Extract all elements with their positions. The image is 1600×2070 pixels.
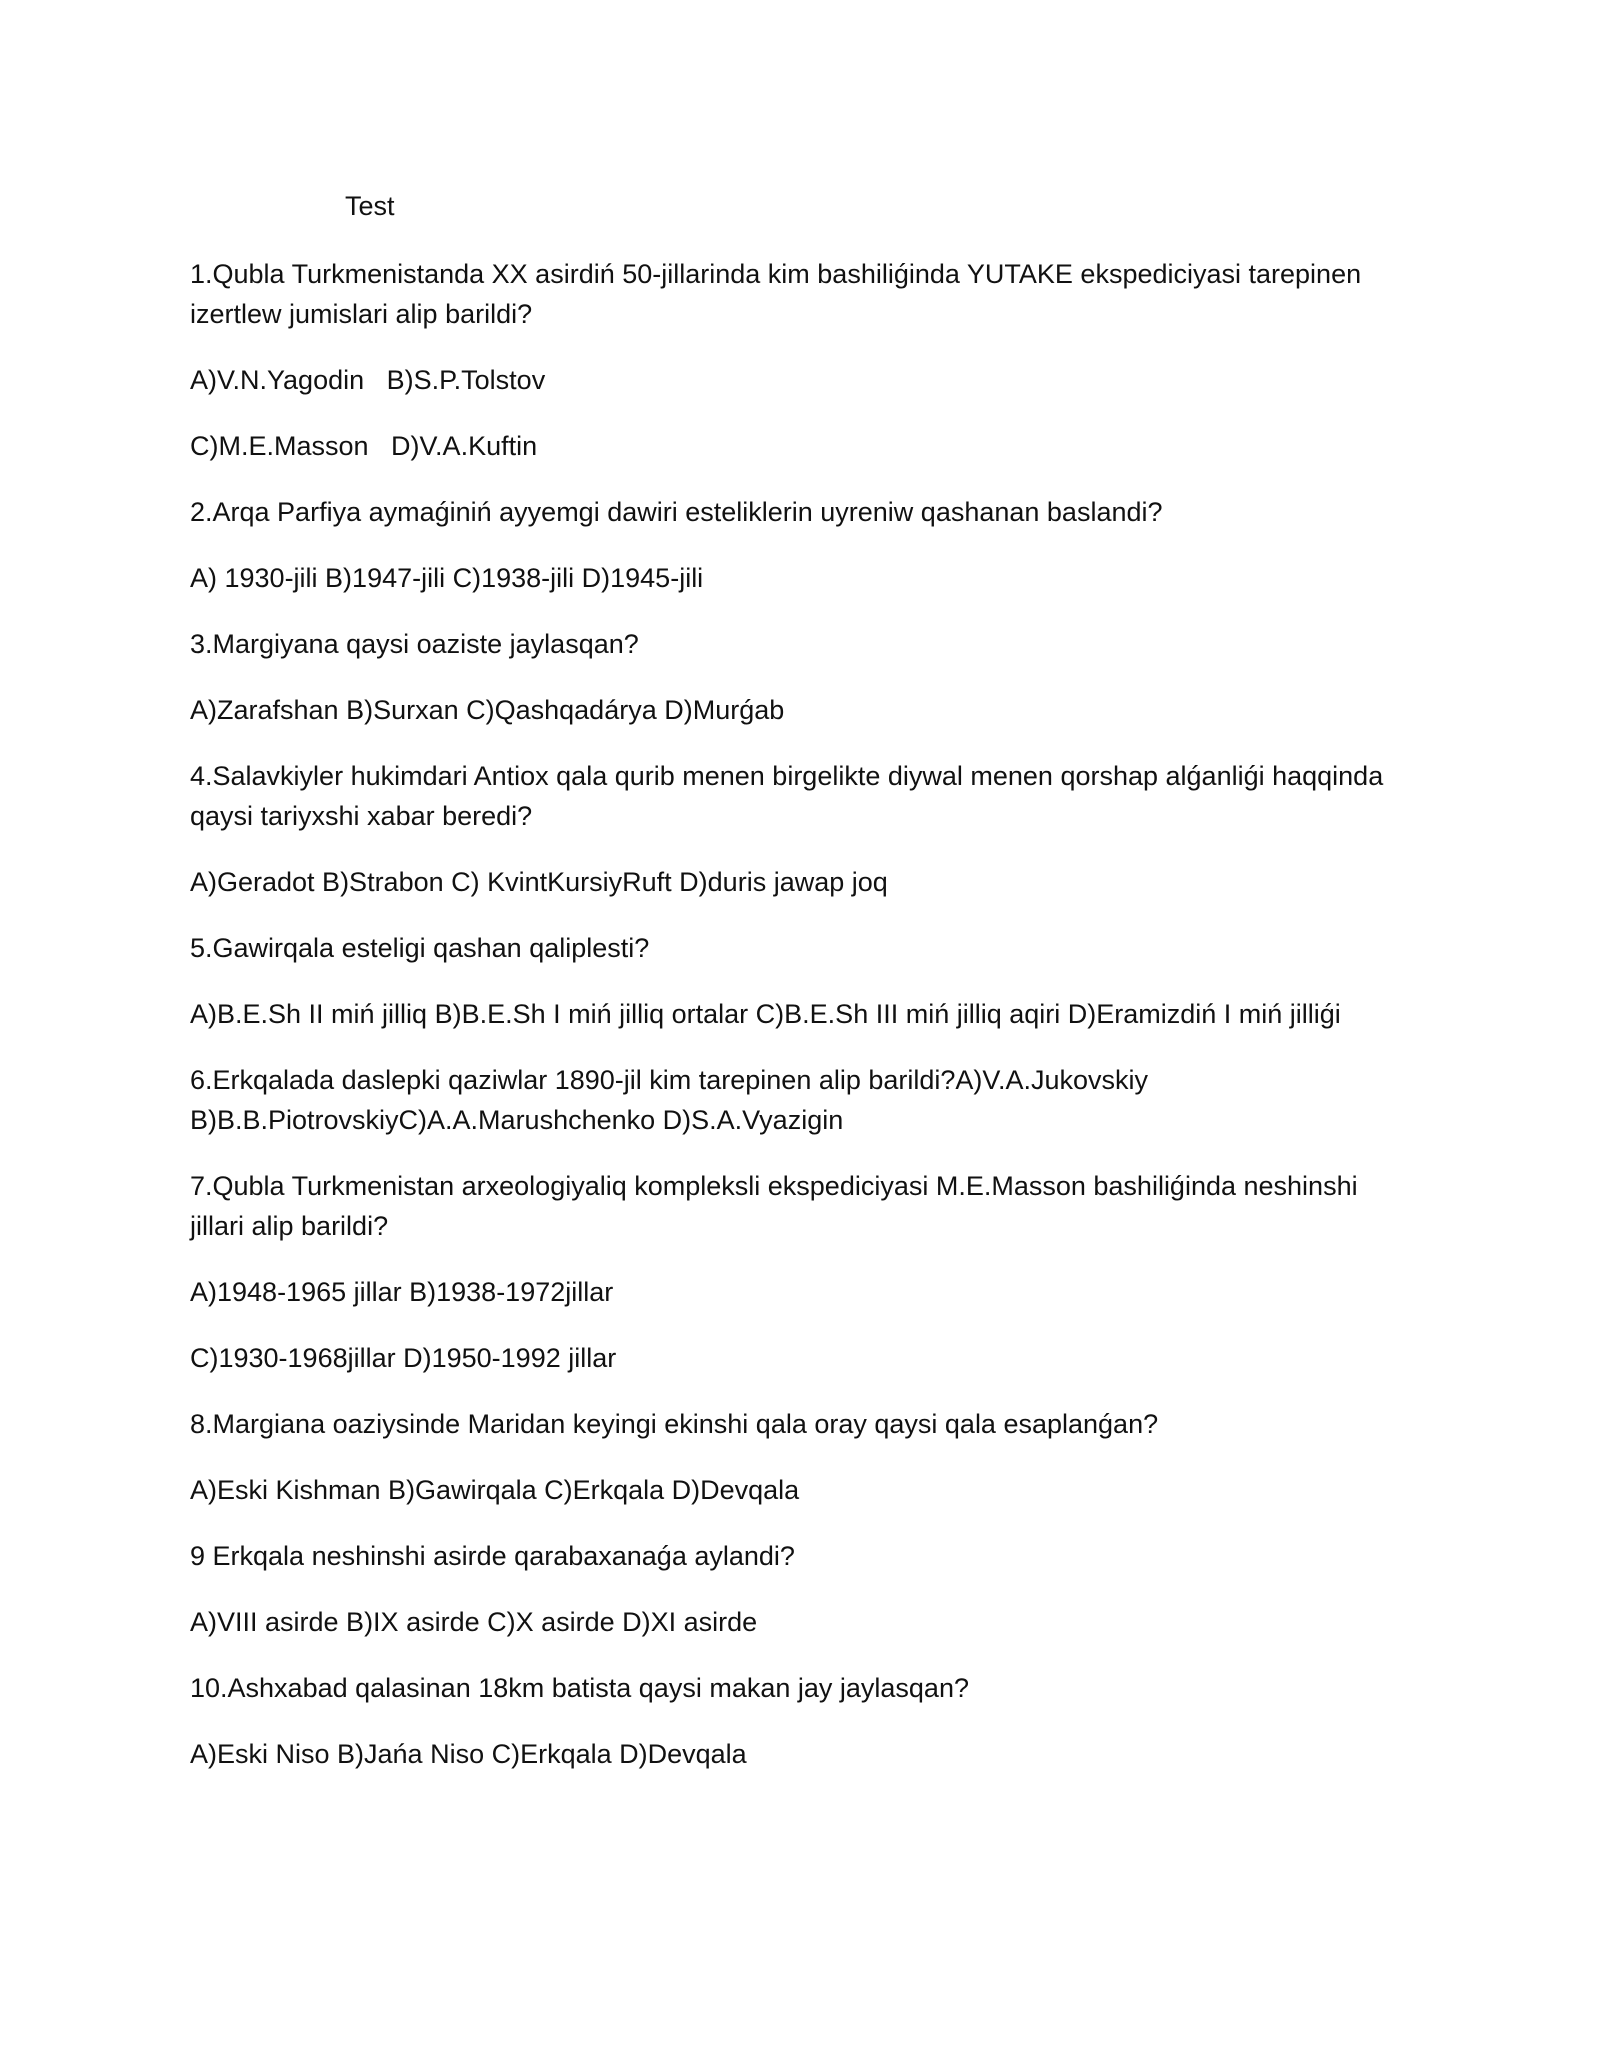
question-5: 5.Gawirqala esteligi qashan qaliplesti? (190, 933, 650, 963)
answers-4: A)Geradot B)Strabon C) KvintKursiyRuft D)duris jawap joq (190, 867, 888, 897)
question-6: 6.Erkqalada daslepki qaziwlar 1890-jil kim tarepinen alip barildi?A)V.A.Jukovskiy B)B.B.PiotrovskiyC)A.A.Marushchenko D)S.A.Vyazigin (190, 1065, 1156, 1135)
answers-1b: C)M.E.Masson D)V.A.Kuftin (190, 431, 538, 461)
answers-5: A)B.E.Sh II miń jilliq B)B.E.Sh I miń jilliq ortalar C)B.E.Sh III miń jilliq aqiri D)Eramizdiń I miń jilliǵi (190, 999, 1341, 1029)
question-9: 9 Erkqala neshinshi asirde qarabaxanaǵa aylandi? (190, 1541, 795, 1571)
answers-8: A)Eski Kishman B)Gawirqala C)Erkqala D)Devqala (190, 1475, 800, 1505)
answers-1a: A)V.N.Yagodin B)S.P.Tolstov (190, 365, 546, 395)
question-2: 2.Arqa Parfiya aymaǵiniń ayyemgi dawiri esteliklerin uyreniw qashanan baslandi? (190, 497, 1163, 527)
answers-2: A) 1930-jili B)1947-jili C)1938-jili D)1945-jili (190, 563, 704, 593)
document-title: Test (345, 191, 395, 221)
question-4: 4.Salavkiyler hukimdari Antiox qala qurib menen birgelikte diywal menen qorshap alǵanliǵi haqqinda qaysi tariyxshi xabar beredi? (190, 761, 1391, 831)
question-1: 1.Qubla Turkmenistanda XX asirdiń 50-jillarinda kim bashiliǵinda YUTAKE ekspediciyasi tarepinen izertlew jumislari alip barildi? (190, 259, 1369, 329)
answers-9: A)VIII asirde B)IX asirde C)X asirde D)XI asirde (190, 1607, 758, 1637)
answers-3: A)Zarafshan B)Surxan C)Qashqadárya D)Murǵab (190, 695, 785, 725)
question-8: 8.Margiana oaziysinde Maridan keyingi ekinshi qala oray qaysi qala esaplanǵan? (190, 1409, 1159, 1439)
answers-10: A)Eski Niso B)Jańa Niso C)Erkqala D)Devqala (190, 1739, 747, 1769)
question-10: 10.Ashxabad qalasinan 18km batista qaysi makan jay jaylasqan? (190, 1673, 969, 1703)
answers-7b: C)1930-1968jillar D)1950-1992 jillar (190, 1343, 617, 1373)
document-body (190, 254, 1415, 1800)
question-3: 3.Margiyana qaysi oaziste jaylasqan? (190, 629, 639, 659)
question-7: 7.Qubla Turkmenistan arxeologiyaliq kompleksli ekspediciyasi M.E.Masson bashiliǵinda neshinshi jillari alip barildi? (190, 1171, 1366, 1241)
answers-7a: A)1948-1965 jillar B)1938-1972jillar (190, 1277, 614, 1307)
